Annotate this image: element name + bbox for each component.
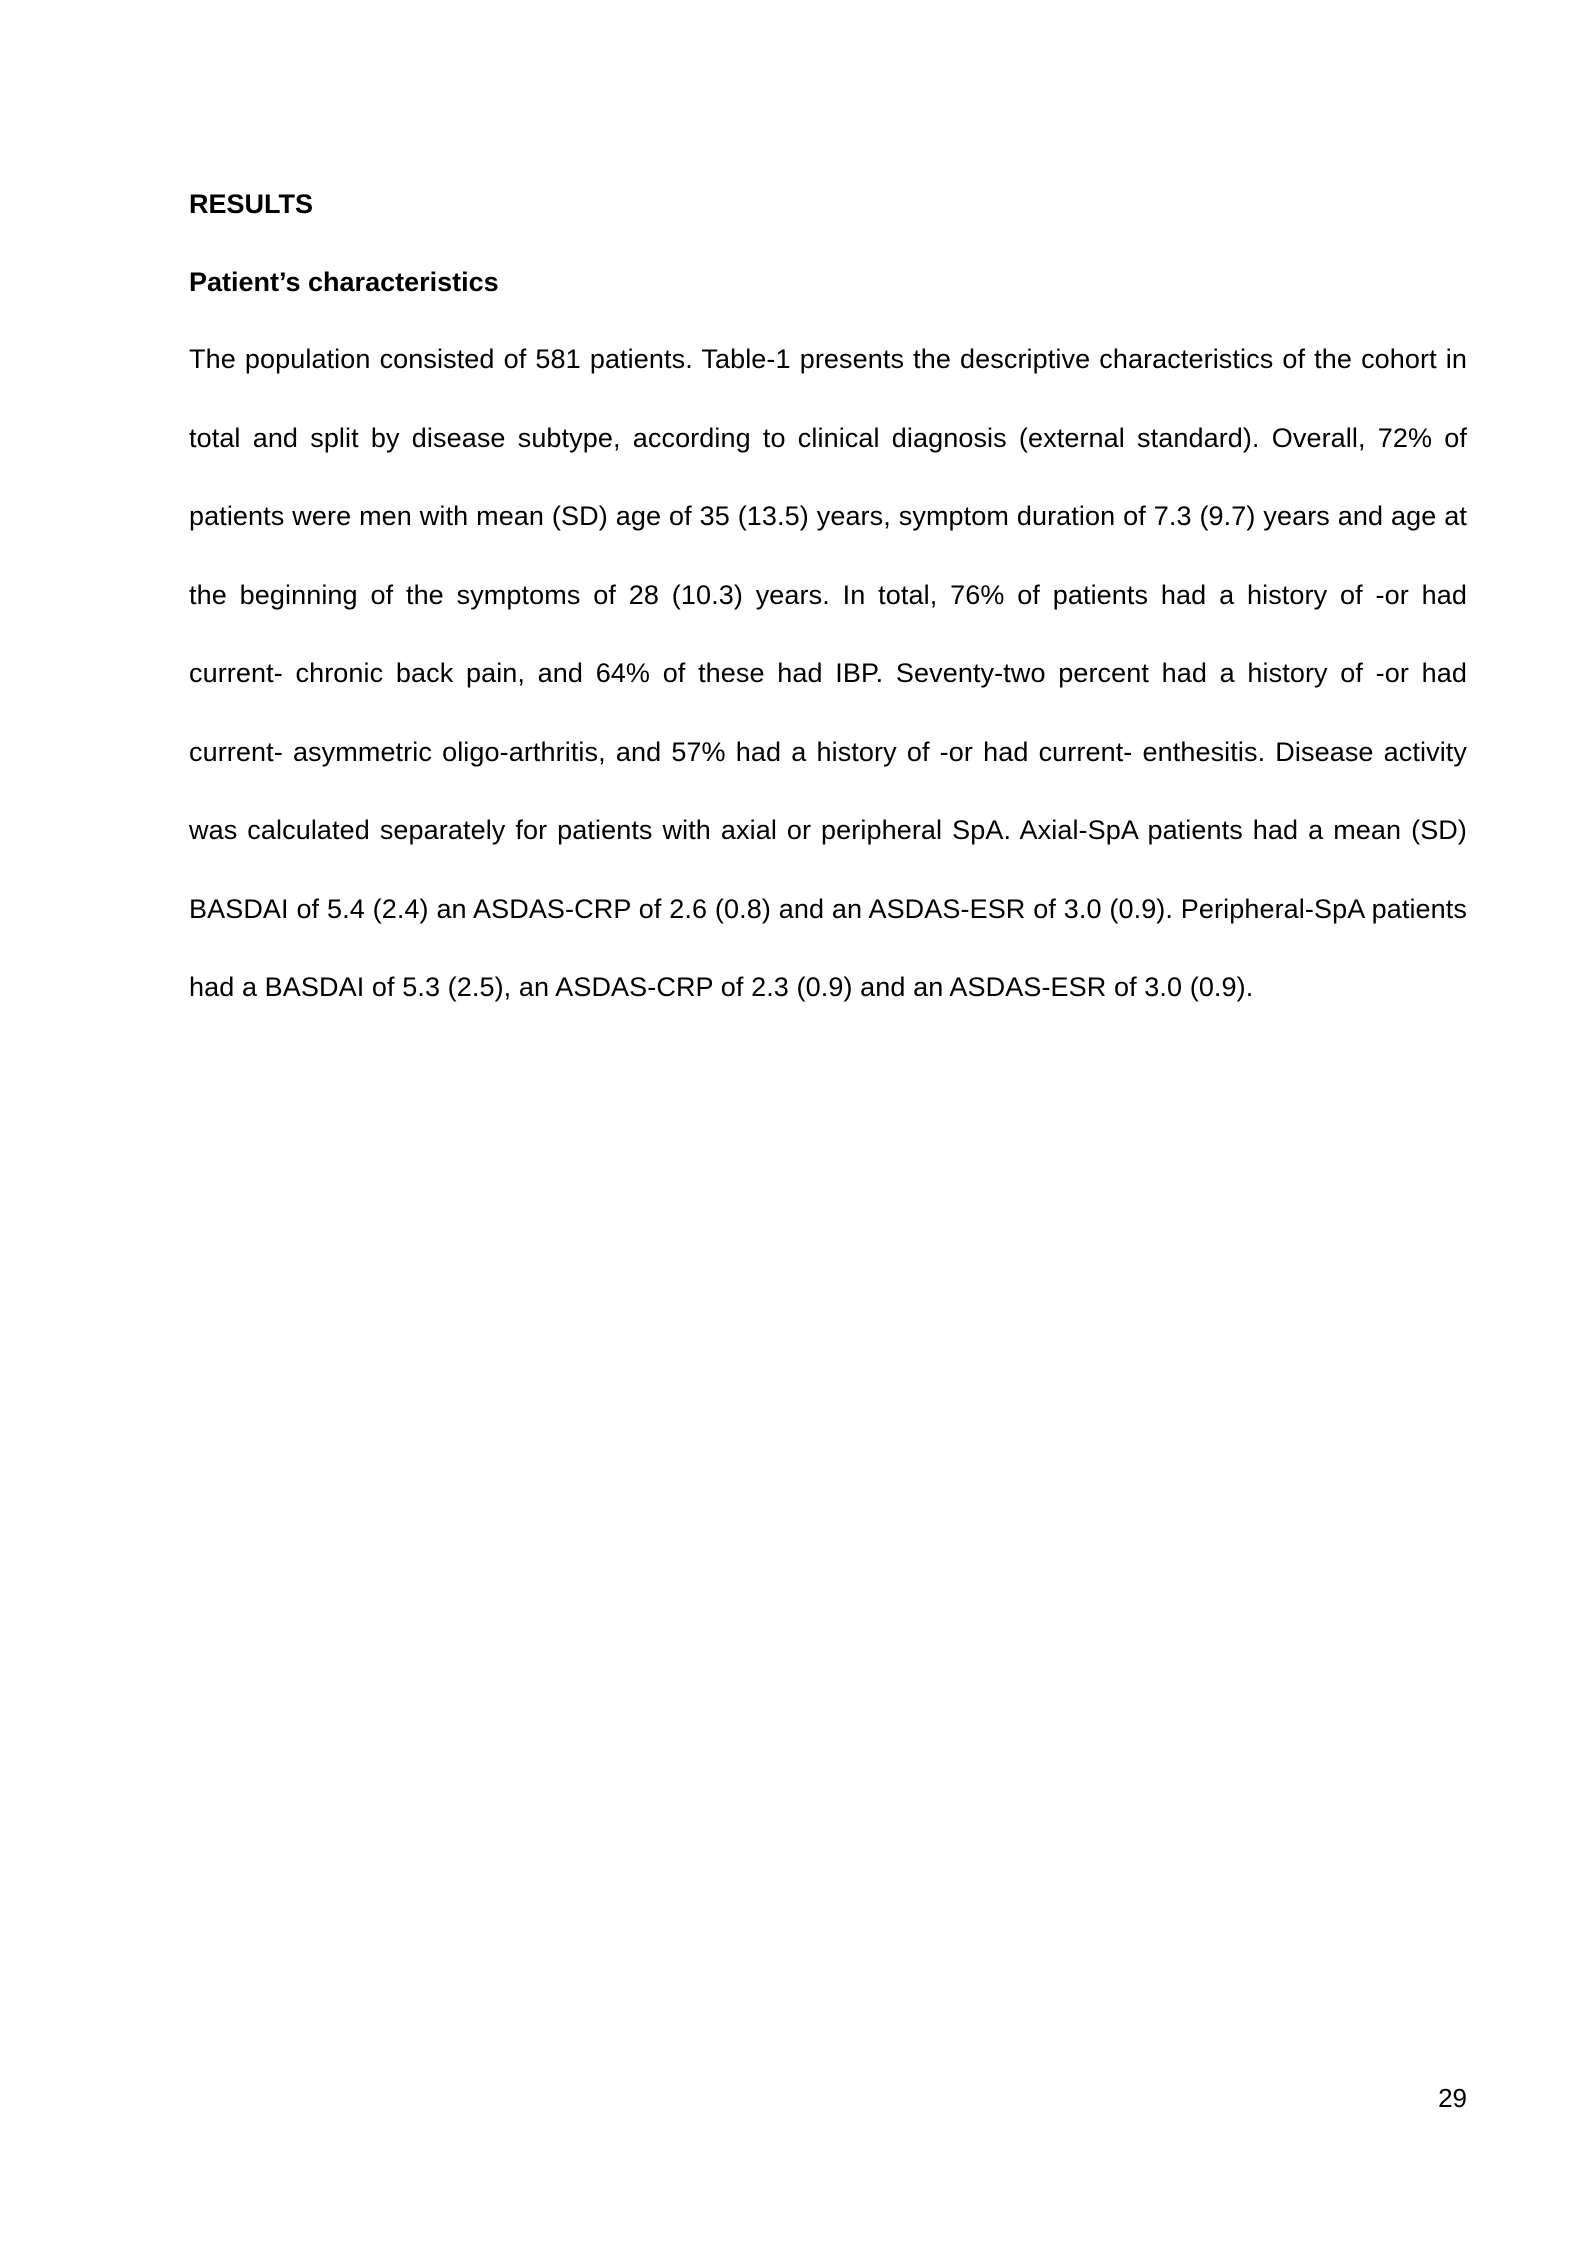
subsection-heading: Patient’s characteristics (189, 267, 499, 297)
page-content (189, 184, 1467, 1027)
page-number: 29 (1438, 2083, 1467, 2113)
results-paragraph: The population consisted of 581 patients. Table-1 presents the descriptive characteristics of the cohort in total and split by disease subtype, according to clinical diagnosis (external standard). Overall, 72% of patients were men with mean (SD) age of 35 (13.5) years, symptom duration of 7.3 (9.7) years and age at the beginning of the symptoms of 28 (10.3) years. In total, 76% of patients had a history of -or had current- chronic back pain, and 64% of these had IBP. Seventy-two percent had a history of -or had current- asymmetric oligo-arthritis, and 57% had a history of -or had current- enthesitis. Disease activity was calculated separately for patients with axial or peripheral SpA. Axial-SpA patients had a mean (SD) BASDAI of 5.4 (2.4) an ASDAS-CRP of 2.6 (0.8) and an ASDAS-ESR of 3.0 (0.9). Peripheral-SpA patients had a BASDAI of 5.3 (2.5), an ASDAS-CRP of 2.3 (0.9) and an ASDAS-ESR of 3.0 (0.9). (189, 344, 1467, 1002)
section-heading: RESULTS (189, 189, 314, 219)
